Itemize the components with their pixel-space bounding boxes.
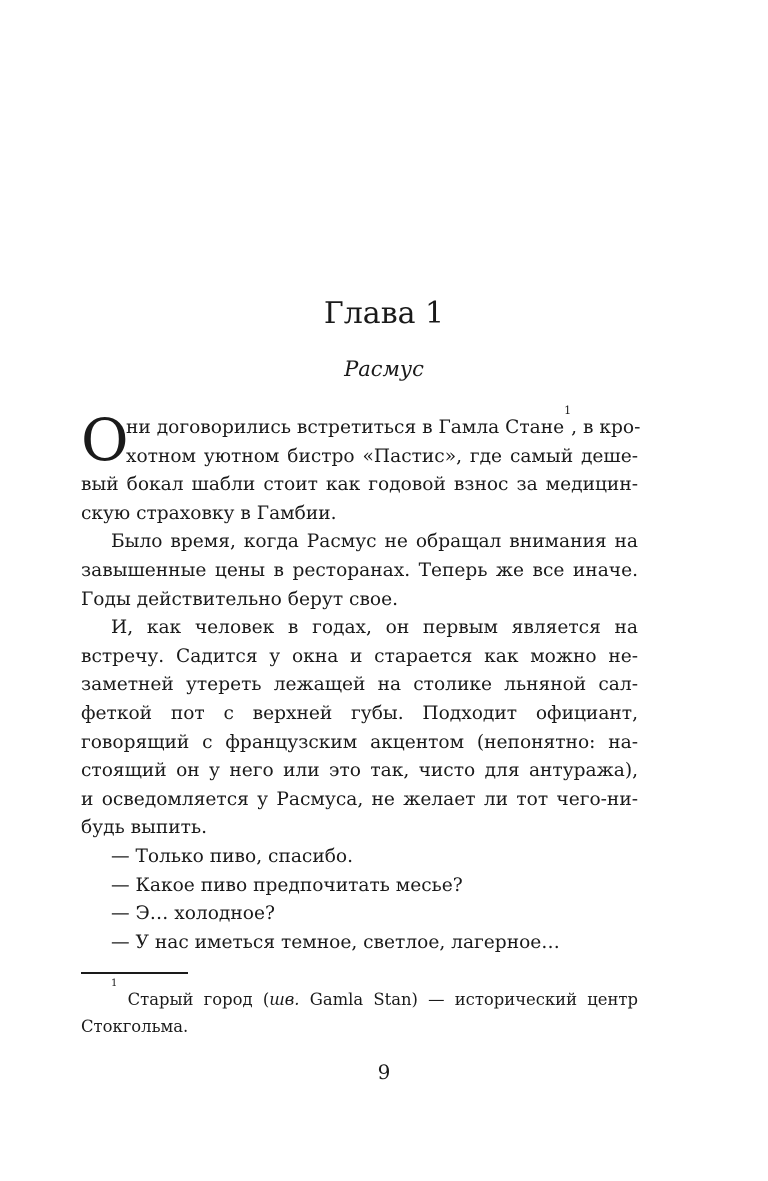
text-segment: ни договорились встретиться в Гамла Стане: [126, 417, 565, 438]
footnote-marker: 1: [111, 978, 118, 989]
text-line: заметней утереть лежащей на столике льняной сал-: [81, 674, 638, 696]
text-line: и осведомляется у Расмуса, не желает ли тот чего-ни-: [81, 788, 638, 810]
dialogue-line: — Э… холодное?: [111, 903, 275, 925]
dialogue: [81, 843, 638, 957]
dialogue-line: — Только пиво, спасибо.: [111, 845, 354, 867]
paragraph-3: [81, 614, 638, 843]
text-line: говорящий с французским акцентом (непонятно: на-: [81, 731, 638, 753]
text-line: встречу. Садится у окна и старается как можно не-: [81, 645, 638, 667]
dialogue-line: — У нас иметься темное, светлое, лагерное…: [111, 931, 560, 953]
paragraph-2: [81, 528, 638, 614]
text-line: феткой пот с верхней губы. Подходит официант,: [81, 702, 638, 724]
footnote-text: Gamla Stan) — исторический центр: [299, 990, 638, 1009]
text-line: Годы действительно берут свое.: [81, 588, 399, 610]
footnote-line: [81, 978, 638, 1013]
paragraph-1: [81, 404, 641, 528]
body-text: [81, 404, 641, 957]
text-line: И, как человек в годах, он первым является на: [111, 617, 638, 639]
page-number: 9: [377, 1060, 391, 1084]
chapter-title: Глава 1: [323, 296, 445, 331]
footnote-abbrev: шв.: [269, 990, 300, 1009]
text-line: Было время, когда Расмус не обращал внимания на: [111, 531, 638, 553]
drop-cap: О: [81, 406, 129, 474]
chapter-subtitle: Расмус: [344, 357, 424, 381]
text-line: скую страховку в Гамбии.: [81, 502, 337, 524]
footnote-line: Стокгольма.: [81, 1017, 189, 1036]
footnote-ref: 1: [564, 404, 572, 417]
text-line: вый бокал шабли стоит как годовой взнос за медицин-: [81, 474, 638, 496]
footnote-text: Старый город (: [127, 990, 270, 1009]
text-line: стоящий он у него или это так, чисто для антуража),: [81, 760, 638, 782]
text-line: [126, 404, 641, 443]
footnote: [81, 978, 638, 1040]
text-segment: , в кро-: [571, 417, 641, 438]
text-line: завышенные цены в ресторанах. Теперь же все иначе.: [81, 559, 638, 581]
text-line: будь выпить.: [81, 817, 207, 839]
footnote-divider: [81, 972, 188, 974]
text-line: хотном уютном бистро «Пастис», где самый деше-: [126, 445, 638, 467]
dialogue-line: — Какое пиво предпочитать месье?: [111, 874, 463, 896]
